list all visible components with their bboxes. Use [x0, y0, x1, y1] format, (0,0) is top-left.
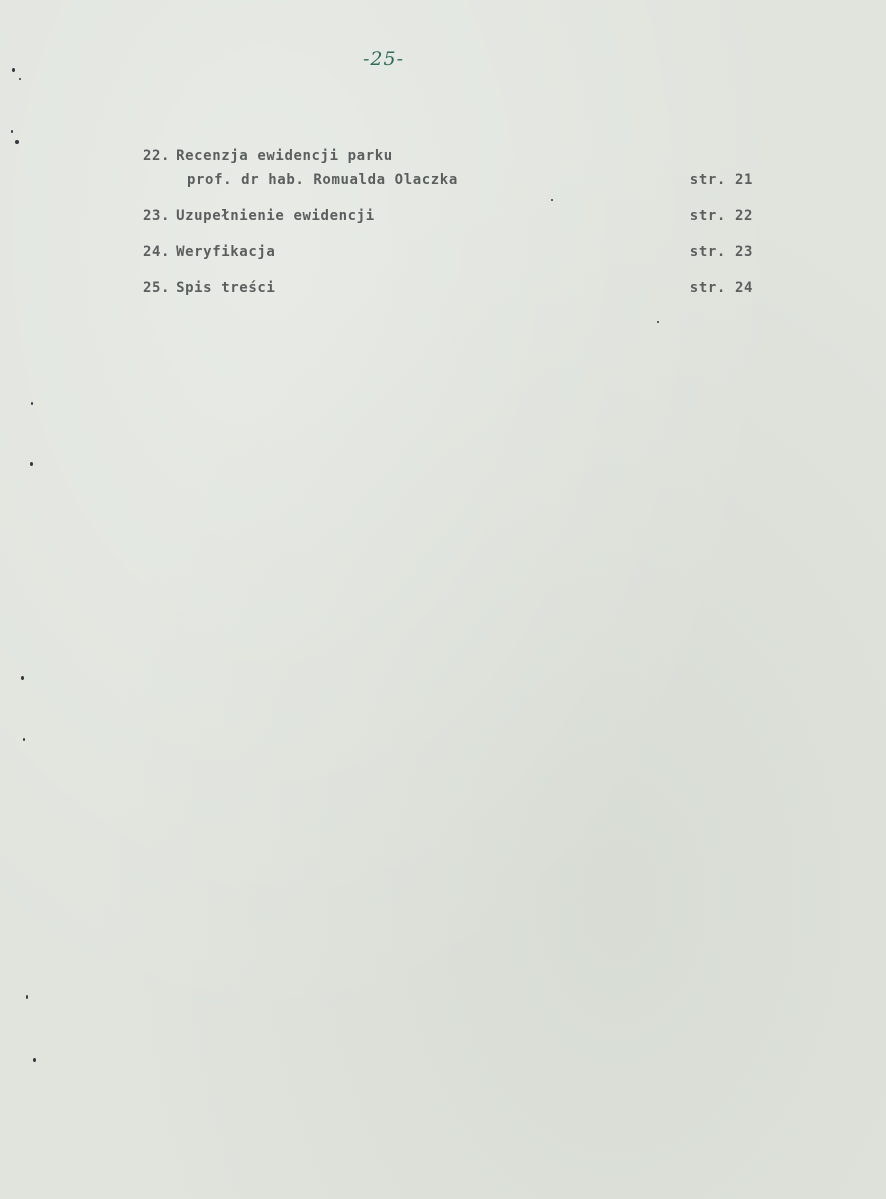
entry-page-ref: str. 22	[689, 208, 753, 224]
binder-speck	[15, 140, 19, 144]
toc-entry-25	[143, 276, 753, 312]
entry-title: Spis treści	[176, 280, 276, 296]
toc-entry-24	[143, 240, 753, 276]
binder-speck	[23, 738, 25, 741]
entry-number: 22.	[143, 148, 171, 164]
entry-title: Uzupełnienie ewidencji	[176, 208, 375, 224]
binder-speck	[12, 68, 15, 72]
binder-speck	[657, 321, 659, 323]
binder-speck	[19, 78, 21, 80]
binder-speck	[21, 676, 24, 680]
entry-number: 23.	[143, 208, 171, 224]
binder-speck	[30, 462, 33, 466]
entry-page-ref: str. 23	[689, 244, 753, 260]
toc-entry-22	[143, 144, 753, 204]
table-of-contents	[143, 144, 753, 312]
toc-entry-23	[143, 204, 753, 240]
entry-page-ref: str. 24	[689, 280, 753, 296]
entry-number: 24.	[143, 244, 171, 260]
entry-title-continued: prof. dr hab. Romualda Olaczka	[187, 172, 458, 188]
binder-speck	[33, 1058, 36, 1062]
entry-number: 25.	[143, 280, 171, 296]
binder-speck	[31, 402, 33, 405]
entry-title: Weryfikacja	[176, 244, 276, 260]
page-number: -25-	[363, 48, 405, 70]
entry-title: Recenzja ewidencji parku	[176, 148, 393, 164]
entry-page-ref: str. 21	[689, 172, 753, 188]
binder-speck	[11, 130, 13, 133]
binder-speck	[26, 995, 28, 999]
